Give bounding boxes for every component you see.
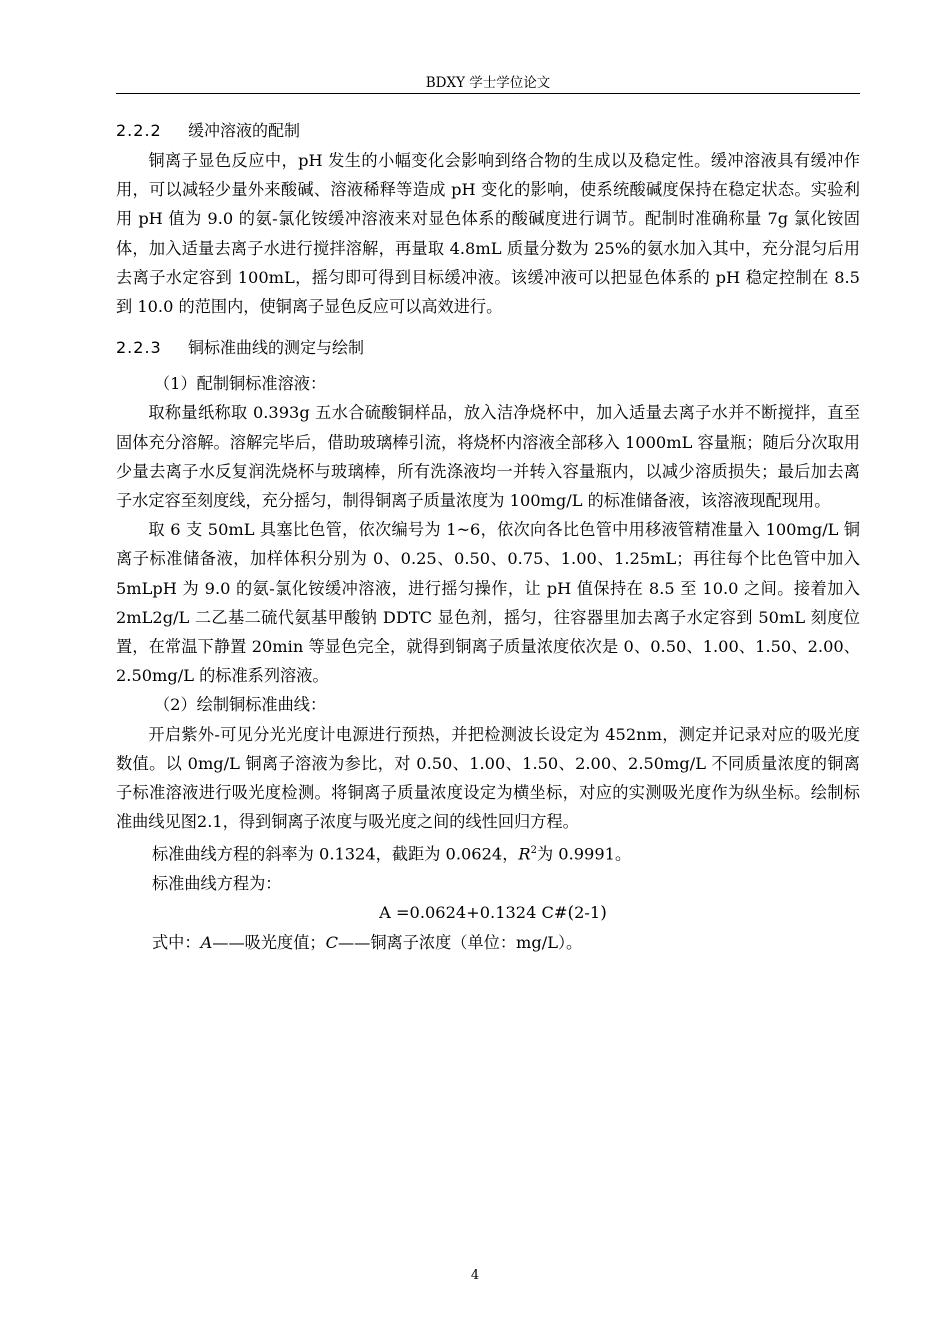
regression-stats xyxy=(116,836,860,869)
section-heading-2-2-2 xyxy=(116,116,860,146)
section-title: 铜标准曲线的测定与绘制 xyxy=(188,338,365,358)
section-number: 2.2.3 xyxy=(116,338,162,358)
page-number: 4 xyxy=(470,1268,480,1283)
variable-definitions xyxy=(116,928,860,957)
section-number: 2.2.2 xyxy=(116,121,162,140)
stats-text-a: 标准曲线方程的斜率为 0.1324，截距为 0.0624， xyxy=(152,844,519,864)
r-symbol: R xyxy=(518,844,531,864)
equation-number: 2-1 xyxy=(574,903,601,923)
var-a-desc: ——吸光度值； xyxy=(212,933,326,953)
equation-line: A =0.0624+0.1324 C#(2-1) xyxy=(379,903,607,924)
main-content xyxy=(116,116,860,958)
var-c-desc: ——铜离子浓度（单位：mg/L）。 xyxy=(337,933,583,953)
paragraph-buffer: 铜离子显色反应中，pH 发生的小幅变化会影响到络合物的生成以及稳定性。缓冲溶液具有缓冲作用，可以减轻少量外来酸碱、溶液稀释等造成 pH 变化的影响，使系统酸碱度保持在稳定状态。实验利用 pH 值为 9.0 的氨-氯化铵缓冲溶液来对显色体系的酸碱度进行调节。配制时准确称量 7g 氯化铵固体，加入适量去离子水进行搅拌溶解，再量取 4.8mL 质量分数为 25%的氨水加入其中，充分混匀后用去离子水定容到 100mL，摇匀即可得到目标缓冲液。该缓冲液可以把显色体系的 pH 稳定控制在 8.5 到 10.0 的范围内，使铜离子显色反应可以高效进行。 xyxy=(116,151,860,317)
section-heading-2-2-3 xyxy=(116,333,860,363)
paragraph-stock-solution: 取称量纸称取 0.393g 五水合硫酸铜样品，放入洁净烧杯中，加入适量去离子水并不断搅拌，直至固体充分溶解。溶解完毕后，借助玻璃棒引流，将烧杯内溶液全部移入 1000mL 容量瓶；随后分次取用少量去离子水反复润洗烧杯与玻璃棒，所有洗涤液均一并转入容量瓶内，以减少溶质损失；最后加去离子水定容至刻度线，充分摇匀，制得铜离子质量浓度为 100mg/L 的标准储备液，该溶液现配现用。 xyxy=(116,403,860,511)
paragraph-standard-series: 取 6 支 50mL 具塞比色管，依次编号为 1~6，依次向各比色管中用移液管精准量入 100mg/L 铜离子标准储备液，加样体积分别为 0、0.25、0.50、0.75、1.00、1.25mL；再往每个比色管中加入 5mLpH 为 9.0 的氨-氯化铵缓冲溶液，进行摇匀操作，让 pH 值保持在 8.5 至 10.0 之间。接着加入 2mL2g/L 二乙基二硫代氨基甲酸钠 DDTC 显色剂，摇匀，往容器里加去离子水定容到 50mL 刻度位置，在常温下静置 20min 等显色完全，就得到铜离子质量浓度依次是 0、0.50、1.00、1.50、2.00、2.50mg/L 的标准系列溶液。 xyxy=(116,520,860,686)
stats-text-b: 为 0.9991。 xyxy=(536,844,632,864)
running-header: BDXY 学士学位论文 xyxy=(425,75,551,91)
paragraph-measurement: 开启紫外-可见分光光度计电源进行预热，并把检测波长设定为 452nm，测定并记录对应的吸光度数值。以 0mg/L 铜离子溶液为参比，对 0.50、1.00、1.50、2.00、2.50mg/L 不同质量浓度的铜离子标准溶液进行吸光度检测。将铜离子质量浓度设定为横坐标，对应的实测吸光度作为纵坐标。绘制标准曲线见图2.1，得到铜离子浓度与吸光度之间的线性回归方程。 xyxy=(116,724,860,832)
subheading-draw-curve: （2）绘制铜标准曲线： xyxy=(154,695,327,715)
r-superscript: 2 xyxy=(530,845,537,857)
equation-intro: 标准曲线方程为： xyxy=(152,874,282,894)
section-title: 缓冲溶液的配制 xyxy=(188,121,301,140)
where-label: 式中： xyxy=(152,933,201,953)
var-a: A xyxy=(200,933,213,953)
header-rule xyxy=(116,93,860,94)
var-c: C xyxy=(325,933,338,953)
equation: A =0.0624+0.1324 C# xyxy=(379,903,568,923)
subheading-prepare-standard: （1）配制铜标准溶液： xyxy=(154,374,327,394)
